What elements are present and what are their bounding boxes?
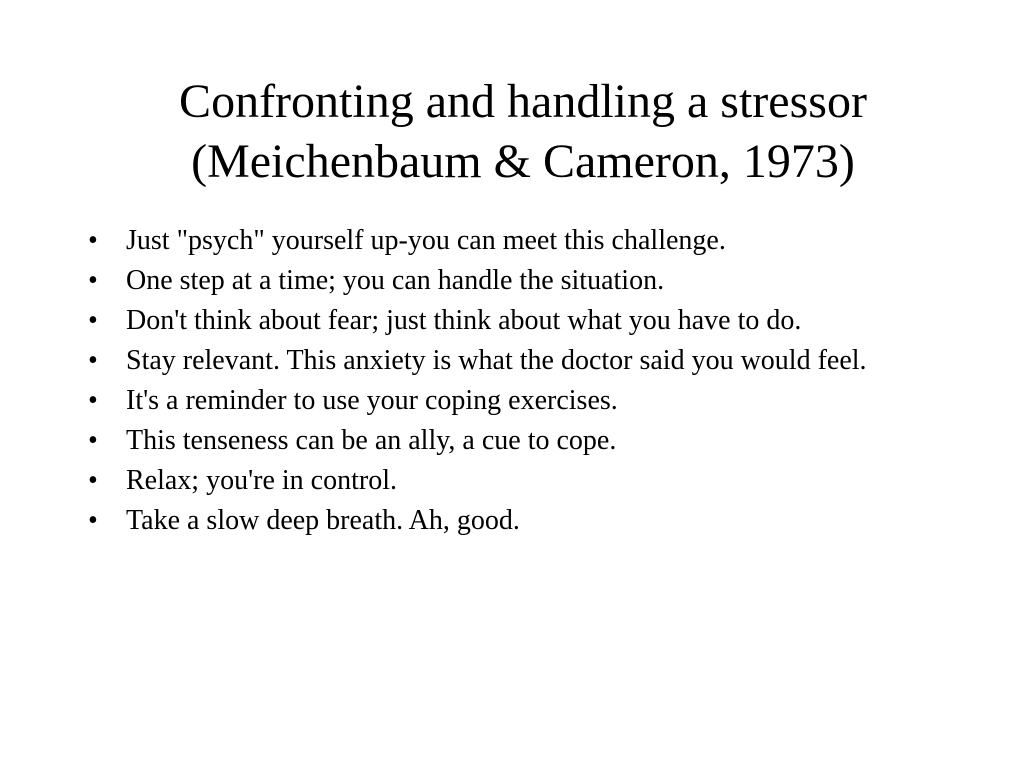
bullet-text: Don't think about fear; just think about what you have to do.	[126, 305, 802, 336]
bullet-item	[88, 304, 928, 337]
bullet-item	[88, 504, 928, 537]
bullet-icon: •	[88, 385, 98, 416]
title-line-2: (Meichenbaum & Cameron, 1973)	[191, 135, 855, 188]
bullet-icon: •	[88, 465, 98, 496]
bullet-icon: •	[88, 225, 98, 256]
bullet-item	[88, 224, 928, 257]
bullet-text: One step at a time; you can handle the situation.	[126, 265, 665, 296]
slide-title	[60, 72, 986, 192]
bullet-text: Stay relevant. This anxiety is what the doctor said you would feel.	[126, 345, 867, 376]
bullet-text: It's a reminder to use your coping exercises.	[126, 385, 618, 416]
bullet-text: Just "psych" yourself up-you can meet this challenge.	[126, 225, 726, 256]
bullet-text: Relax; you're in control.	[126, 465, 397, 496]
bullet-icon: •	[88, 505, 98, 536]
title-line-1: Confronting and handling a stressor	[179, 75, 867, 128]
bullet-text: Take a slow deep breath. Ah, good.	[126, 505, 520, 536]
bullet-icon: •	[88, 305, 98, 336]
bullet-icon: •	[88, 345, 98, 376]
bullet-item	[88, 424, 928, 457]
bullet-item	[88, 344, 928, 377]
bullet-text: This tenseness can be an ally, a cue to cope.	[126, 425, 617, 456]
bullet-item	[88, 384, 928, 417]
bullet-item	[88, 464, 928, 497]
bullet-item	[88, 264, 928, 297]
bullet-icon: •	[88, 265, 98, 296]
bullet-icon: •	[88, 425, 98, 456]
bullet-list	[88, 224, 928, 544]
